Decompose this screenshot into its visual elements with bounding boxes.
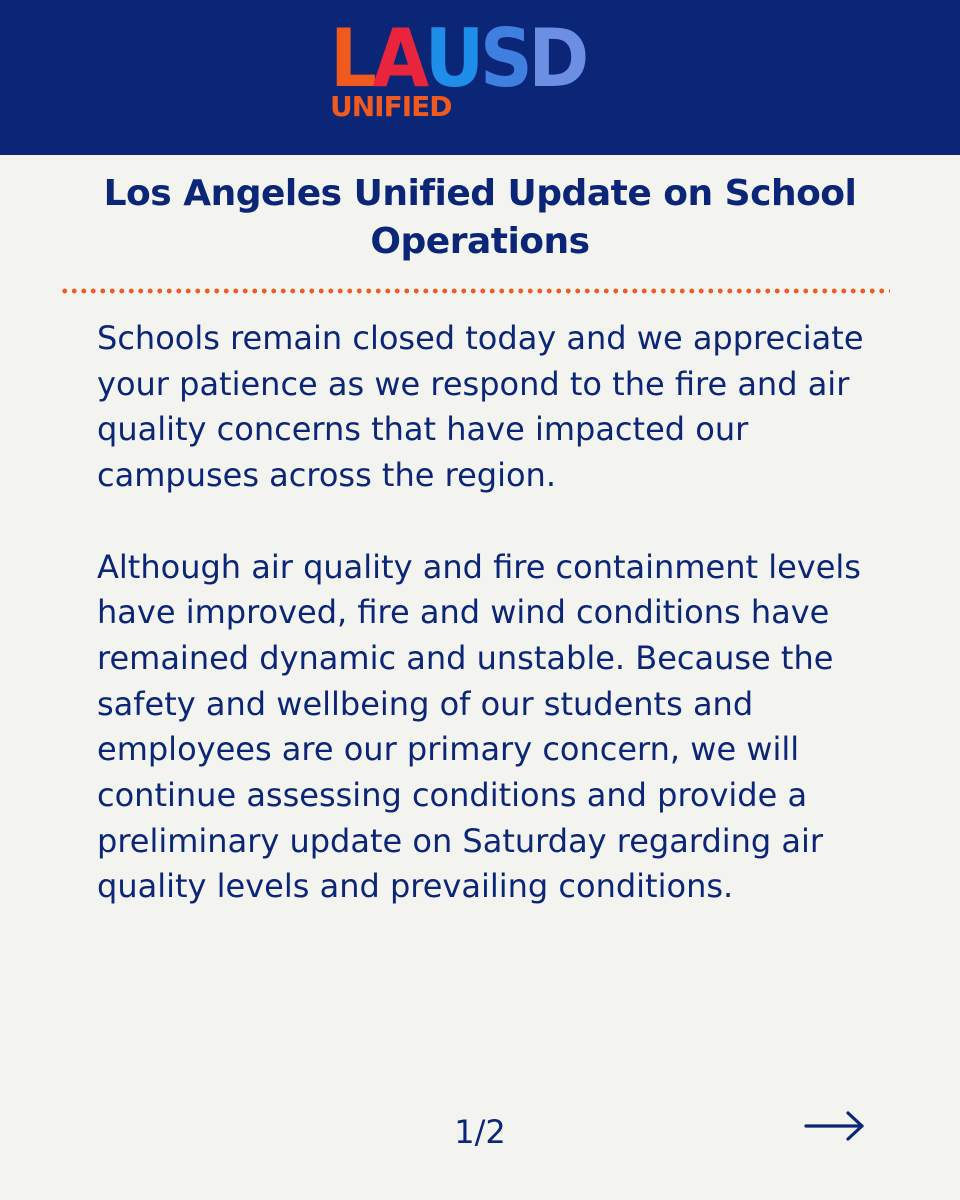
logo-letter-d: D [528,12,585,105]
lausd-logo [330,12,640,124]
announcement-body [97,316,887,910]
next-slide-button[interactable] [800,1106,870,1146]
body-paragraph-2: Although air quality and fire containment levels have improved, fire and wind conditions have remained dynamic and unstable. Because the safety and wellbeing of our students and employees are our primary concern, we will continue assessing conditions and provide a preliminary update on Saturday regarding air quality levels and prevailing conditions. [97,547,861,906]
logo-letter-s: S [479,12,529,105]
logo-subtitle: UNIFIED [330,90,452,123]
logo-letter-a: A [372,12,425,105]
arrow-right-icon [800,1106,870,1146]
header-banner [0,0,960,155]
body-paragraph-1: Schools remain closed today and we appreciate your patience as we respond to the fire and air quality concerns that have impacted our campuses across the region. [97,319,864,495]
page-indicator: 1/2 [454,1113,506,1151]
logo-letter-u: U [424,12,480,105]
logo-wordmark [330,12,585,105]
logo-letter-l: L [330,12,373,105]
page-title: Los Angeles Unified Update on School Operations [103,173,857,262]
dotted-divider [60,288,890,294]
